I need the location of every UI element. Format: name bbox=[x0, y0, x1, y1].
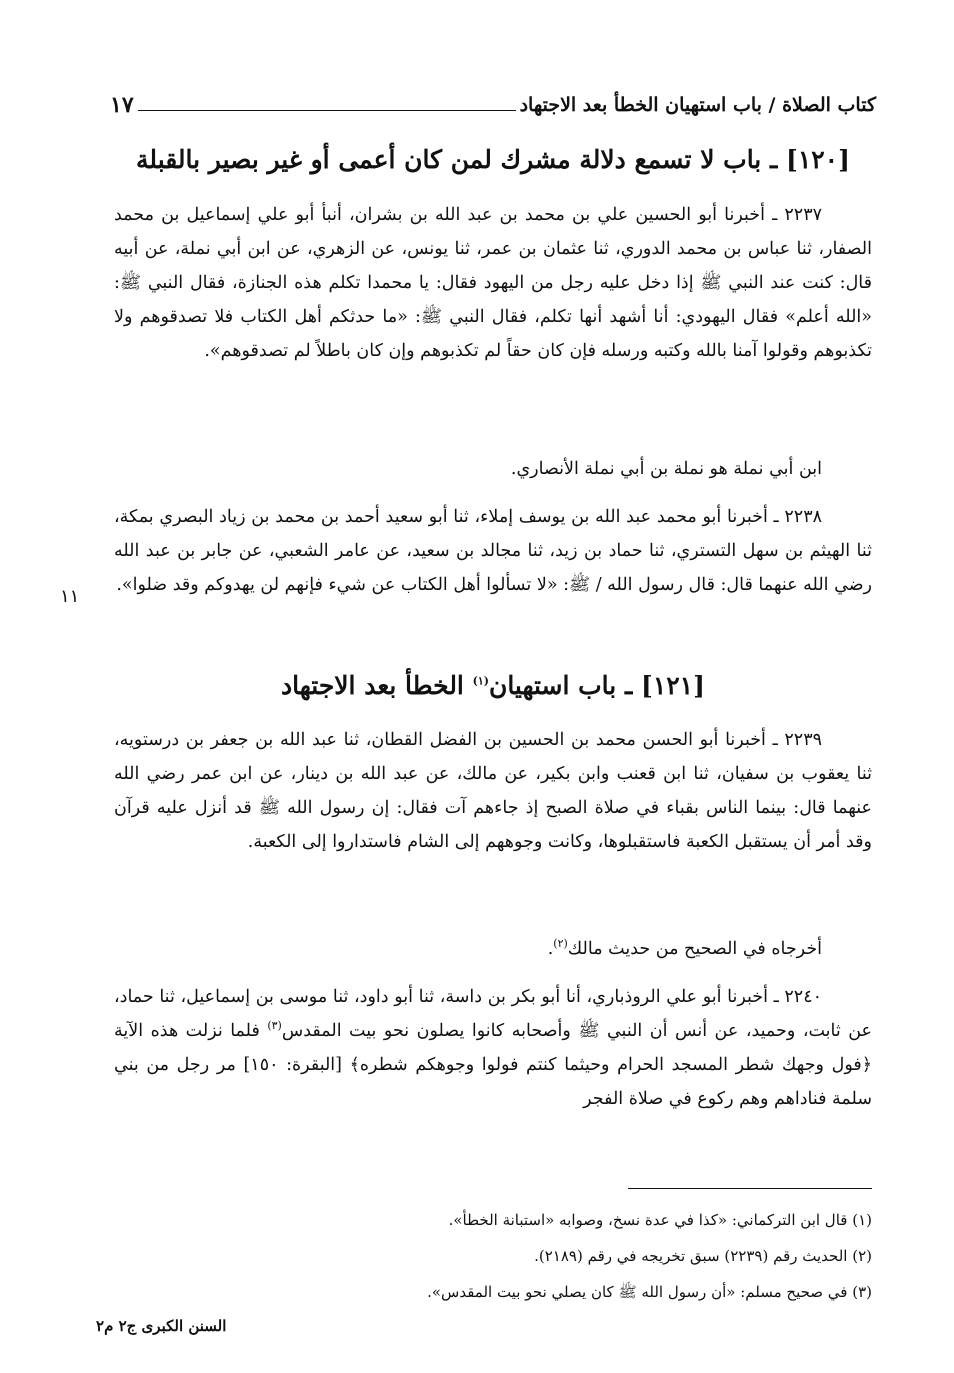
hadith-2239: ٢٢٣٩ ـ أخبرنا أبو الحسن محمد بن الحسين بن الفضل القطان، ثنا عبد الله بن جعفر بن درستويه، ثنا يعقوب بن سفيان، ثنا ابن قعنب وابن بكير، عن مالك، عن عبد الله بن دينار، عن ابن عمر رضي الله عنهما قال: بينما الناس بقباء في صلاة الصبح إذ جاءهم آت فقال: إن رسول الله ﷺ قد أنزل عليه قرآن وقد أمر أن يستقبل الكعبة فاستقبلوها، وكانت وجوههم إلى الشام فاستداروا إلى الكعبة. bbox=[114, 730, 872, 852]
chapter-120-title: [١٢٠] ـ باب لا تسمع دلالة مشرك لمن كان أعمى أو غير بصير بالقبلة bbox=[136, 145, 850, 174]
margin-page-marker: ١١ bbox=[60, 586, 80, 607]
footnote-ref-3: (٣) bbox=[267, 1019, 282, 1033]
footnotes bbox=[114, 1202, 872, 1310]
note-2239-end: . bbox=[547, 939, 554, 959]
hadith-2240 bbox=[114, 980, 872, 1116]
footnote-1: (١) قال ابن التركماني: «كذا في عدة نسخ، وصوابه «استبانة الخطأ». bbox=[448, 1211, 872, 1229]
chapter-121-title-rest: الخطأ بعد الاجتهاد bbox=[281, 671, 473, 700]
chapter-121-title-text: [١٢١] ـ باب استهيان bbox=[488, 671, 705, 700]
hadith-2237: ٢٢٣٧ ـ أخبرنا أبو الحسين علي بن محمد بن عبد الله بن بشران، أنبأ أبو علي إسماعيل بن محمد الصفار، ثنا عباس بن محمد الدوري، ثنا عثمان بن عمر، ثنا يونس، عن الزهري، عن ابن أبي نملة، عن أبيه قال: كنت عند النبي ﷺ إذا دخل عليه رجل من اليهود فقال: يا محمدا تكلم هذه الجنازة، فقال النبي ﷺ: «الله أعلم» فقال اليهودي: أنا أشهد أنها تكلم، فقال النبي ﷺ: «ما حدثكم أهل الكتاب فلا تصدقوهم ولا تكذبوهم وقولوا آمنا بالله وكتبه ورسله فإن كان حقاً لم تكذبوهم وإن كان باطلاً لم تصدقوهم». bbox=[114, 205, 872, 361]
footer-signature: السنن الكبرى ج٢ م٢ bbox=[96, 1317, 227, 1335]
running-head-rule bbox=[138, 110, 516, 111]
page-number: ١٧ bbox=[110, 92, 134, 118]
note-2239 bbox=[114, 932, 872, 966]
running-head-title: كتاب الصلاة / باب استهيان الخطأ بعد الاجتهاد bbox=[519, 94, 876, 116]
hadith-2238: ٢٢٣٨ ـ أخبرنا أبو محمد عبد الله بن يوسف إملاء، ثنا أبو سعيد أحمد بن محمد بن زياد البصري بمكة، ثنا الهيثم بن سهل التستري، ثنا حماد بن زيد، ثنا مجالد بن سعيد، عن عامر الشعبي، عن جابر بن عبد الله رضي الله عنهما قال: قال رسول الله / ﷺ: «لا تسألوا أهل الكتاب عن شيء فإنهم لن يهدوكم وقد ضلوا». bbox=[114, 507, 872, 595]
footnote-ref-2: (٢) bbox=[553, 937, 568, 951]
running-head bbox=[110, 86, 876, 120]
footnote-3: (٣) في صحيح مسلم: «أن رسول الله ﷺ كان يصلي نحو بيت المقدس». bbox=[427, 1283, 872, 1301]
footnote-2: (٢) الحديث رقم (٢٢٣٩) سبق تخريجه في رقم (٢١٨٩). bbox=[534, 1247, 872, 1265]
hadith-2240-text: ٢٢٤٠ ـ أخبرنا أبو علي الروذباري، أنا أبو بكر بن داسة، ثنا أبو داود، ثنا موسى بن إسماعيل، ثنا حماد، عن ثابت، وحميد، عن أنس أن النبي ﷺ وأصحابه كانوا يصلون نحو بيت المقدس bbox=[114, 987, 872, 1041]
chapter-121-title bbox=[110, 666, 876, 706]
footnote-ref-1: (١) bbox=[472, 674, 489, 688]
footnote-separator bbox=[628, 1188, 872, 1189]
note-2239-text: أخرجاه في الصحيح من حديث مالك bbox=[567, 939, 822, 959]
hadith-2240-text-rest: فلما نزلت هذه الآية ﴿فول وجهك شطر المسجد الحرام وحيثما كنتم فولوا وجوهكم شطره﴾ [البقرة: ١٥٠] مر رجل من بني سلمة فناداهم وهم ركوع في صلاة الفجر bbox=[114, 1021, 872, 1109]
note-2237: ابن أبي نملة هو نملة بن أبي نملة الأنصاري. bbox=[510, 459, 822, 479]
